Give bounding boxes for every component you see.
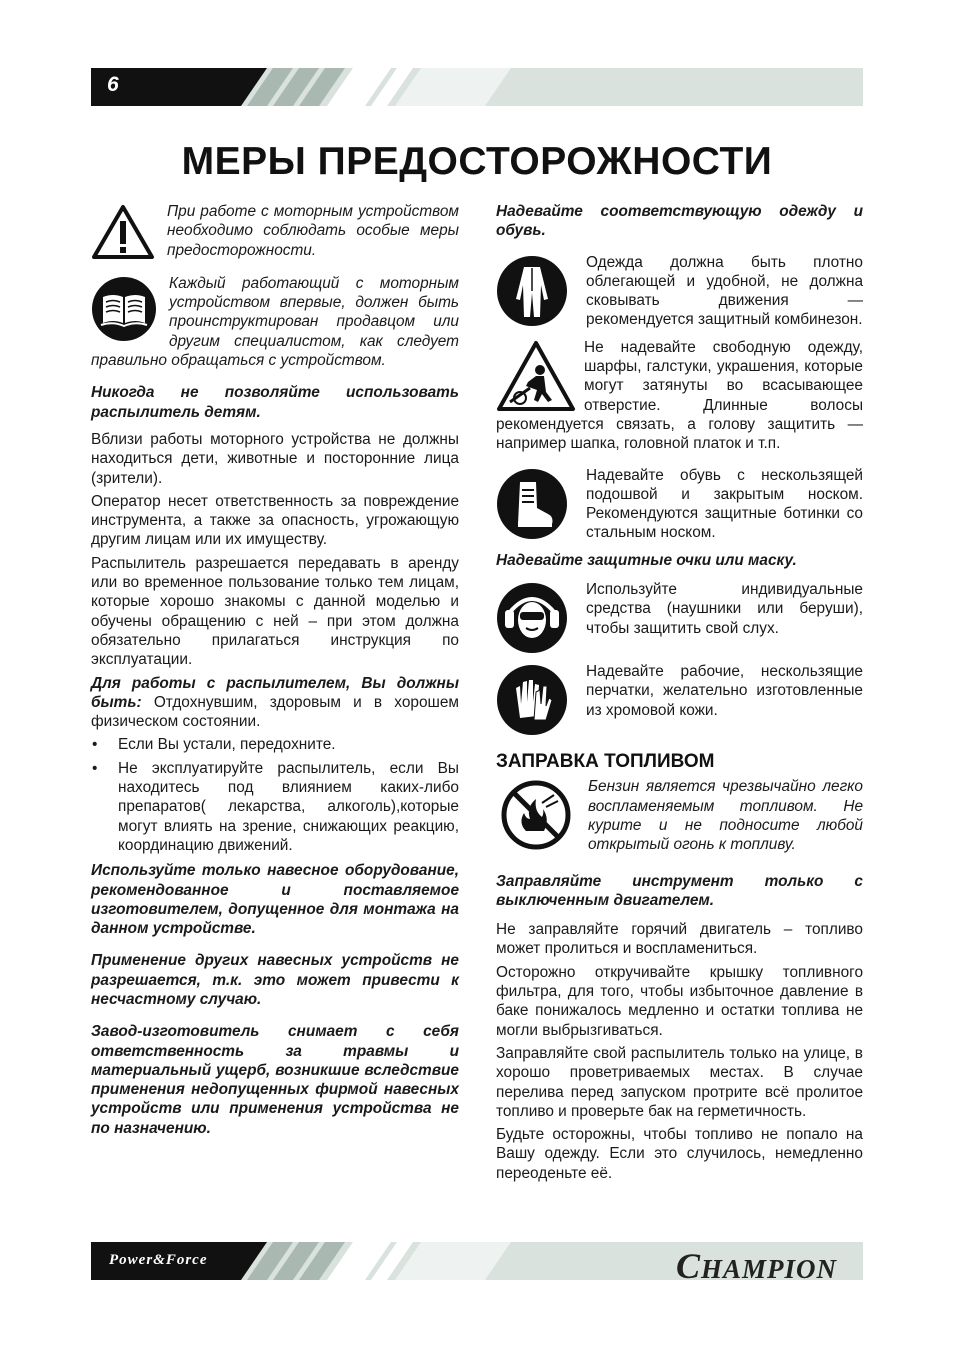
safety-boot-icon	[496, 468, 568, 540]
power-force-logo: Power&Force	[109, 1252, 208, 1268]
suit-text: Одежда должна быть плотно облегающей и удобной, не должна сковывать движения — рекомендуется защитный комбинезон.	[586, 253, 863, 329]
list-item: • Не эксплуатируйте распылитель, если Вы находитесь под влиянием каких-либо препаратов( лекарства, алкоголь),которые могут влиять на зрение, снижающих реакцию, координацию движений.	[91, 759, 459, 855]
fuel-paragraph-3: Заправляйте свой распылитель только на улице, в хорошо проветриваемых местах. В случае перелива перед запуском протрите всё пролитое топливо и проверьте бак на герметичность.	[496, 1044, 863, 1120]
intro-warning-text: При работе с моторным устройством необходимо соблюдать особые меры предосторожности.	[167, 203, 459, 259]
entanglement-hazard-icon	[496, 340, 576, 412]
fuel-paragraph-2: Осторожно откручивайте крышку топливного фильтра, для того, чтобы избыточное давление в баке понижалось медленно и остатки топлива не могли выбрызгиваться.	[496, 963, 863, 1039]
health-bullet-list	[91, 735, 459, 855]
attachments-paragraph-1: Используйте только навесное оборудование, рекомендованное и поставляемое изготовителем, допущенное для монтажа на данном устройстве.	[91, 862, 459, 938]
hearing-protection-icon	[496, 582, 568, 654]
left-column	[91, 202, 459, 1142]
attachments-paragraph-3: Завод-изготовитель снимает с себя ответственность за травмы и материальный ущерб, возникшие вследствие применения недопущенных фирмой навесных устройств или применения устройства не по назначению.	[91, 1023, 459, 1137]
fuel-paragraph-1: Не заправляйте горячий двигатель – топливо может пролиться и воспламениться.	[496, 921, 863, 958]
fuel-section-title: ЗАПРАВКА ТОПЛИВОМ	[496, 751, 715, 773]
header-band	[91, 68, 863, 106]
warning-triangle-icon	[91, 204, 155, 260]
attachments-paragraph-2: Применение других навесных устройств не разрешается, т.к. это может привести к несчастному случаю.	[91, 952, 459, 1008]
page-title: МЕРЫ ПРЕДОСТОРОЖНОСТИ	[181, 140, 773, 183]
health-rest: Отдохнувшим, здоровым и в хорошем физическом состоянии.	[91, 693, 459, 731]
bystanders-paragraph: Вблизи работы моторного устройства не должны находиться дети, животные и посторонние лица (зрители).	[91, 430, 459, 487]
right-column	[496, 202, 863, 1187]
loose-clothing-text: Не надевайте свободную одежду, шарфы, галстуки, украшения, которые могут затянуты во всасывающее отверстие. Длинные волосы рекомендуется связать, а голову защитить — например шапка, головной платок и т.п.	[496, 338, 863, 453]
children-warning-heading: Никогда не позволяйте использовать распылитель детям.	[91, 384, 459, 421]
header-band-graphic	[91, 68, 863, 106]
hearing-text: Используйте индивидуальные средства (наушники или беруши), чтобы защитить свой слух.	[586, 581, 863, 637]
health-lead: Для работы с распылителем, Вы должны быть:	[91, 674, 459, 711]
footer-band	[91, 1242, 863, 1286]
champion-logo: CHAMPION	[675, 1246, 837, 1286]
protective-suit-icon	[496, 255, 568, 327]
boots-text: Надевайте обувь с нескользящей подошвой и закрытым носком. Рекомендуются защитные ботинки со стальным носком.	[586, 466, 863, 542]
list-item: • Если Вы устали, передохните.	[91, 735, 459, 754]
page-number: 6	[107, 73, 119, 96]
responsibility-paragraph: Оператор несет ответственность за повреждение инструмента, а также за опасность, угрожающую другим лицам или их имуществу.	[91, 492, 459, 549]
clothing-heading: Надевайте соответствующую одежду и обувь.	[496, 203, 863, 240]
no-open-flame-icon	[496, 779, 576, 851]
fuel-engine-off-heading: Заправляйте инструмент только с выключенным двигателем.	[496, 872, 863, 909]
fuel-paragraph-4: Будьте осторожны, чтобы топливо не попало на Вашу одежду. Если это случилось, немедленно переоденьте её.	[496, 1126, 863, 1182]
gloves-icon	[496, 664, 568, 736]
fuel-intro-text: Бензин является чрезвычайно легко воспламеняемым топливом. Не курите и не подносите любой открытый огонь к топливу.	[588, 778, 863, 854]
eye-protection-heading: Надевайте защитные очки или маску.	[496, 551, 797, 569]
gloves-text: Надевайте рабочие, нескользящие перчатки, желательно изготовленные из хромовой кожи.	[586, 663, 863, 719]
health-paragraph	[91, 674, 459, 732]
manual-book-icon	[91, 276, 157, 342]
intro-manual-text: Каждый работающий с моторным устройством впервые, должен быть проинструктирован продавцом или другим специалистом, как следует правильно обращаться с устройством.	[91, 274, 459, 370]
rental-paragraph: Распылитель разрешается передавать в аренду или во временное пользование только тем лицам, которые хорошо знакомы с данной моделью и обучены обращению с ней – при этом должна обязательно прилагаться инструкция по эксплуатации.	[91, 554, 459, 669]
